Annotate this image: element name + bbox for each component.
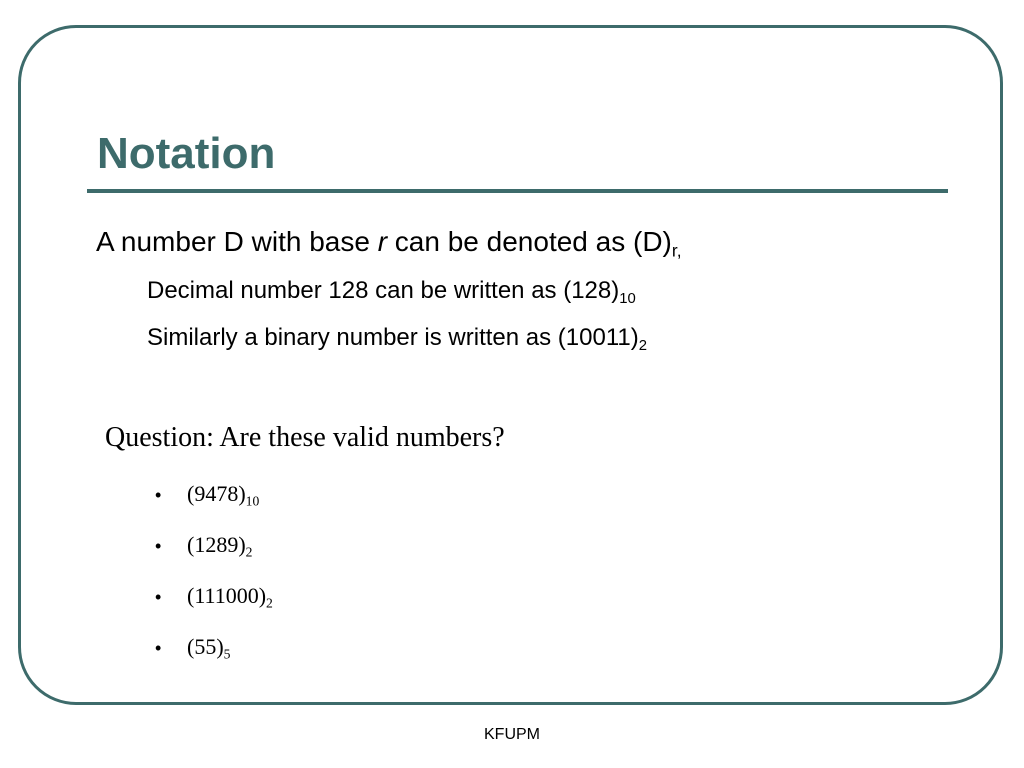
list-item	[155, 627, 273, 678]
definition-prefix: A number D with base	[96, 226, 378, 257]
number-base: 2	[245, 544, 253, 560]
binary-example-text: Similarly a binary number is written as (10011)	[147, 324, 639, 351]
binary-example	[147, 321, 647, 355]
bullet-icon: •	[155, 485, 162, 505]
number-base: 5	[223, 646, 231, 662]
definition-middle: can be denoted as (D)	[387, 226, 672, 257]
number-base: 2	[266, 595, 273, 611]
list-item	[155, 474, 273, 525]
bullet-icon: •	[155, 638, 162, 658]
question-text: Question: Are these valid numbers?	[105, 422, 505, 453]
number-value: (1289)	[187, 532, 246, 557]
bullet-icon: •	[155, 587, 162, 607]
binary-example-subscript: 2	[638, 337, 648, 354]
bullet-icon: •	[155, 536, 162, 556]
base-variable: r	[377, 226, 388, 257]
decimal-example	[147, 274, 636, 308]
number-value: (111000)	[187, 583, 267, 608]
list-item	[155, 576, 273, 627]
slide-footer: KFUPM	[484, 726, 540, 743]
number-value: (55)	[187, 634, 224, 659]
slide-title: Notation	[97, 129, 276, 178]
decimal-example-subscript: 10	[619, 290, 636, 307]
definition-line	[96, 222, 682, 262]
base-subscript: r,	[671, 240, 682, 261]
number-value: (9478)	[187, 481, 246, 506]
decimal-example-text: Decimal number 128 can be written as (128)	[147, 277, 620, 304]
number-base: 10	[245, 493, 260, 509]
number-list	[155, 474, 273, 678]
title-divider	[87, 189, 948, 193]
list-item	[155, 525, 273, 576]
